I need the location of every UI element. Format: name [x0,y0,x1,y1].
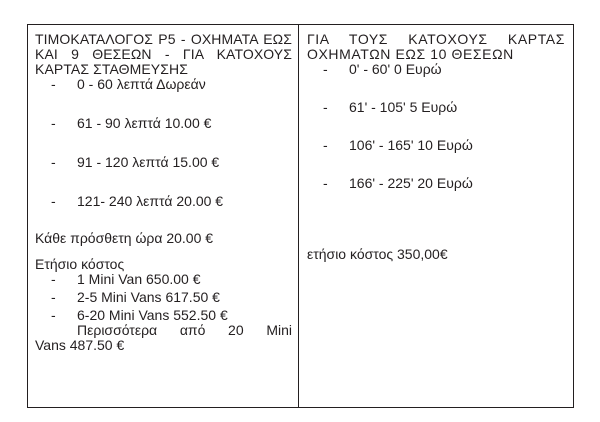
list-dash: - [323,175,328,191]
rate-text: 166' - 225' 20 Ευρώ [349,175,473,191]
annual-cost-title: Ετήσιο κόστος [35,256,125,272]
right-heading: ΓΙΑ ΤΟΥΣ ΚΑΤΟΧΟΥΣ ΚΑΡΤΑΣ ΟΧΗΜΑΤΩΝ ΕΩΣ 10 ΘΕΣΕΩΝ [307,31,565,62]
list-item [307,138,565,153]
annual-cost-text: ετήσιο κόστος 350,00€ [307,246,448,262]
list-item [35,155,292,170]
right-rate-list [307,62,565,191]
rate-text: 91 - 120 λεπτά 15.00 € [77,154,220,170]
list-item [307,176,565,191]
list-dash: - [51,115,56,131]
list-item [35,272,292,287]
rate-text: 0' - 60' 0 Ευρώ [349,61,442,77]
list-dash: - [51,76,56,92]
list-dash: - [323,99,328,115]
rate-text: 61 - 90 λεπτά 10.00 € [77,115,212,131]
annual-item-text: 6-20 Mini Vans 552.50 € [77,307,228,323]
list-dash: - [323,137,328,153]
list-dash: - [51,193,56,209]
list-dash: - [323,61,328,77]
list-item [35,308,292,323]
rate-text: 121- 240 λεπτά 20.00 € [77,193,224,209]
annual-last-item-line1: Περισσότερα από 20 Mini [77,322,292,338]
annual-item-text: 1 Mini Van 650.00 € [77,271,201,287]
list-item [35,290,292,305]
rate-text: 0 - 60 λεπτά Δωρεάν [77,76,206,92]
extra-hour-text: Κάθε πρόσθετη ώρα 20.00 € [35,230,214,246]
left-heading: ΤΙΜΟΚΑΤΑΛΟΓΟΣ Ρ5 - ΟΧΗΜΑΤΑ ΕΩΣ ΚΑΙ 9 ΘΕΣΕΩΝ - ΓΙΑ ΚΑΤΟΧΟΥΣ ΚΑΡΤΑΣ ΣΤΑΘΜΕΥΣΗΣ [35,31,292,77]
list-dash: - [51,289,56,305]
list-item [35,77,292,92]
rate-text: 61' - 105' 5 Ευρώ [349,99,458,115]
left-column [28,25,299,407]
list-dash: - [51,307,56,323]
list-item [35,194,292,209]
price-list-table [27,24,574,408]
list-dash: - [51,271,56,287]
list-dash: - [51,154,56,170]
annual-cost-list [35,272,292,323]
rate-text: 106' - 165' 10 Ευρώ [349,137,473,153]
annual-last-item-line2: Vans 487.50 € [35,337,125,353]
right-column [299,25,573,407]
left-rate-list [35,77,292,209]
list-item [307,62,565,77]
list-item [35,116,292,131]
list-item [307,100,565,115]
annual-item-text: 2-5 Mini Vans 617.50 € [77,289,220,305]
